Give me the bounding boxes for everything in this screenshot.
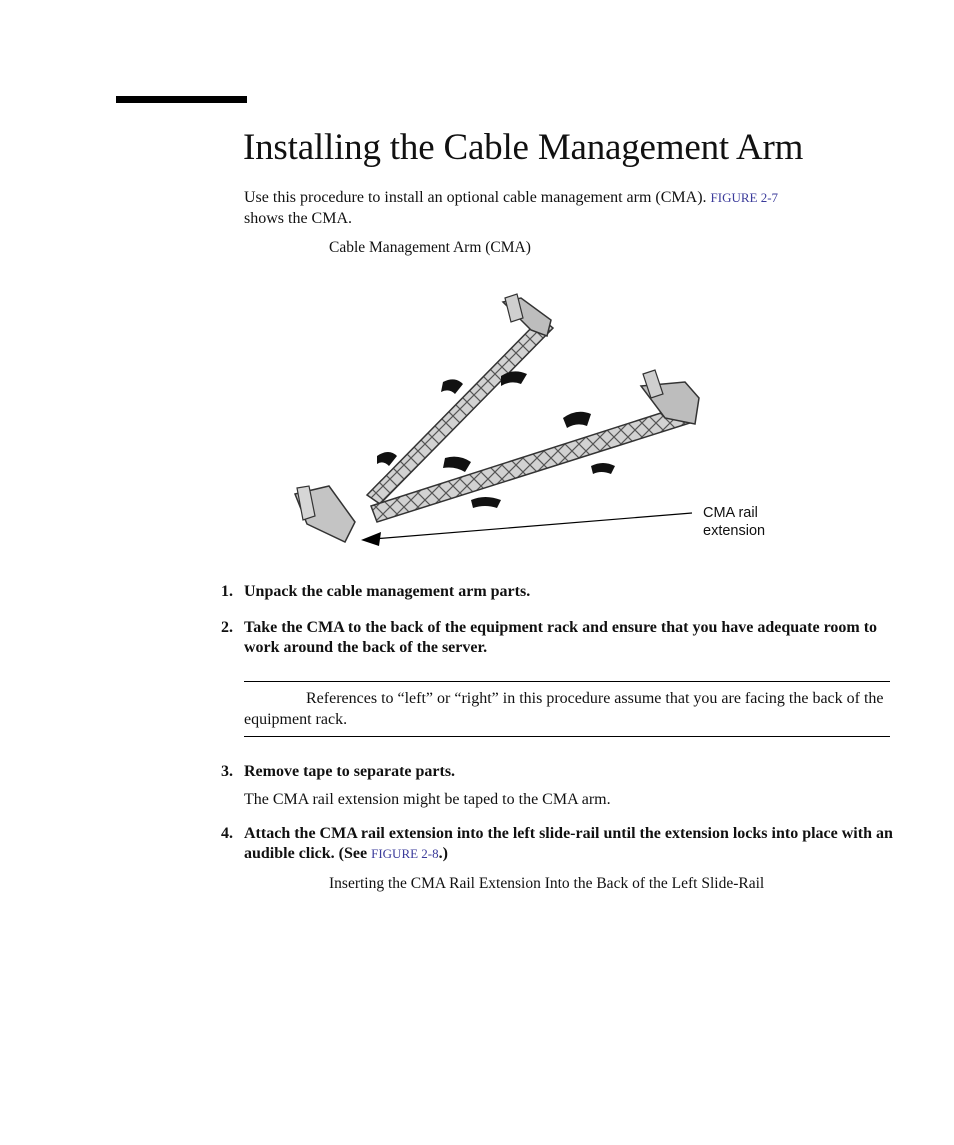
step-4-text — [244, 824, 894, 864]
callout-label — [703, 504, 765, 540]
figure-2-caption: Inserting the CMA Rail Extension Into the Back of the Left Slide-Rail — [329, 875, 765, 892]
intro-text: Use this procedure to install an optional cable management arm (CMA). — [244, 189, 707, 206]
strap-1 — [441, 379, 463, 394]
step-2-number: 2. — [221, 619, 233, 636]
callout-leader-line — [373, 513, 692, 539]
strap-6 — [563, 412, 591, 428]
step-1-number: 1. — [221, 583, 233, 600]
step-3-detail: The CMA rail extension might be taped to the CMA arm. — [244, 791, 611, 808]
step-4-text-main: Attach the CMA rail extension into the left slide-rail until the extension locks into place with an audible click. (See — [244, 825, 893, 862]
strap-5 — [471, 497, 501, 508]
note-text: References to “left” or “right” in this procedure assume that you are facing the back of the equipment rack. — [244, 690, 884, 728]
section-heading: Installing the Cable Management Arm — [243, 127, 804, 168]
step-1-text: Unpack the cable management arm parts. — [244, 583, 531, 600]
figure-2-7-link[interactable]: FIGURE 2-7 — [710, 190, 779, 205]
callout-line-2: extension — [703, 523, 766, 539]
note-top-rule — [244, 681, 890, 682]
figure-2-8-link[interactable]: FIGURE 2-8 — [371, 846, 439, 861]
intro-text-2: shows the CMA. — [244, 210, 353, 227]
callout-arrowhead — [361, 532, 381, 546]
step-4-number: 4. — [221, 825, 233, 842]
step-3-number: 3. — [221, 763, 233, 780]
chapter-rule — [116, 96, 247, 103]
callout-line-1: CMA rail — [703, 505, 758, 521]
note-bottom-rule — [244, 736, 890, 737]
strap-7 — [591, 463, 615, 474]
step-3-text: Remove tape to separate parts. — [244, 763, 456, 780]
figure-1-caption: Cable Management Arm (CMA) — [329, 239, 531, 256]
step-4-text-end: .) — [438, 845, 448, 862]
step-2-text: Take the CMA to the back of the equipment rack and ensure that you have adequate room to work around the back of the server. — [244, 619, 878, 656]
strap-4 — [443, 457, 471, 472]
upper-arm — [367, 318, 553, 504]
strap-3 — [377, 452, 397, 466]
intro-paragraph — [244, 187, 894, 229]
